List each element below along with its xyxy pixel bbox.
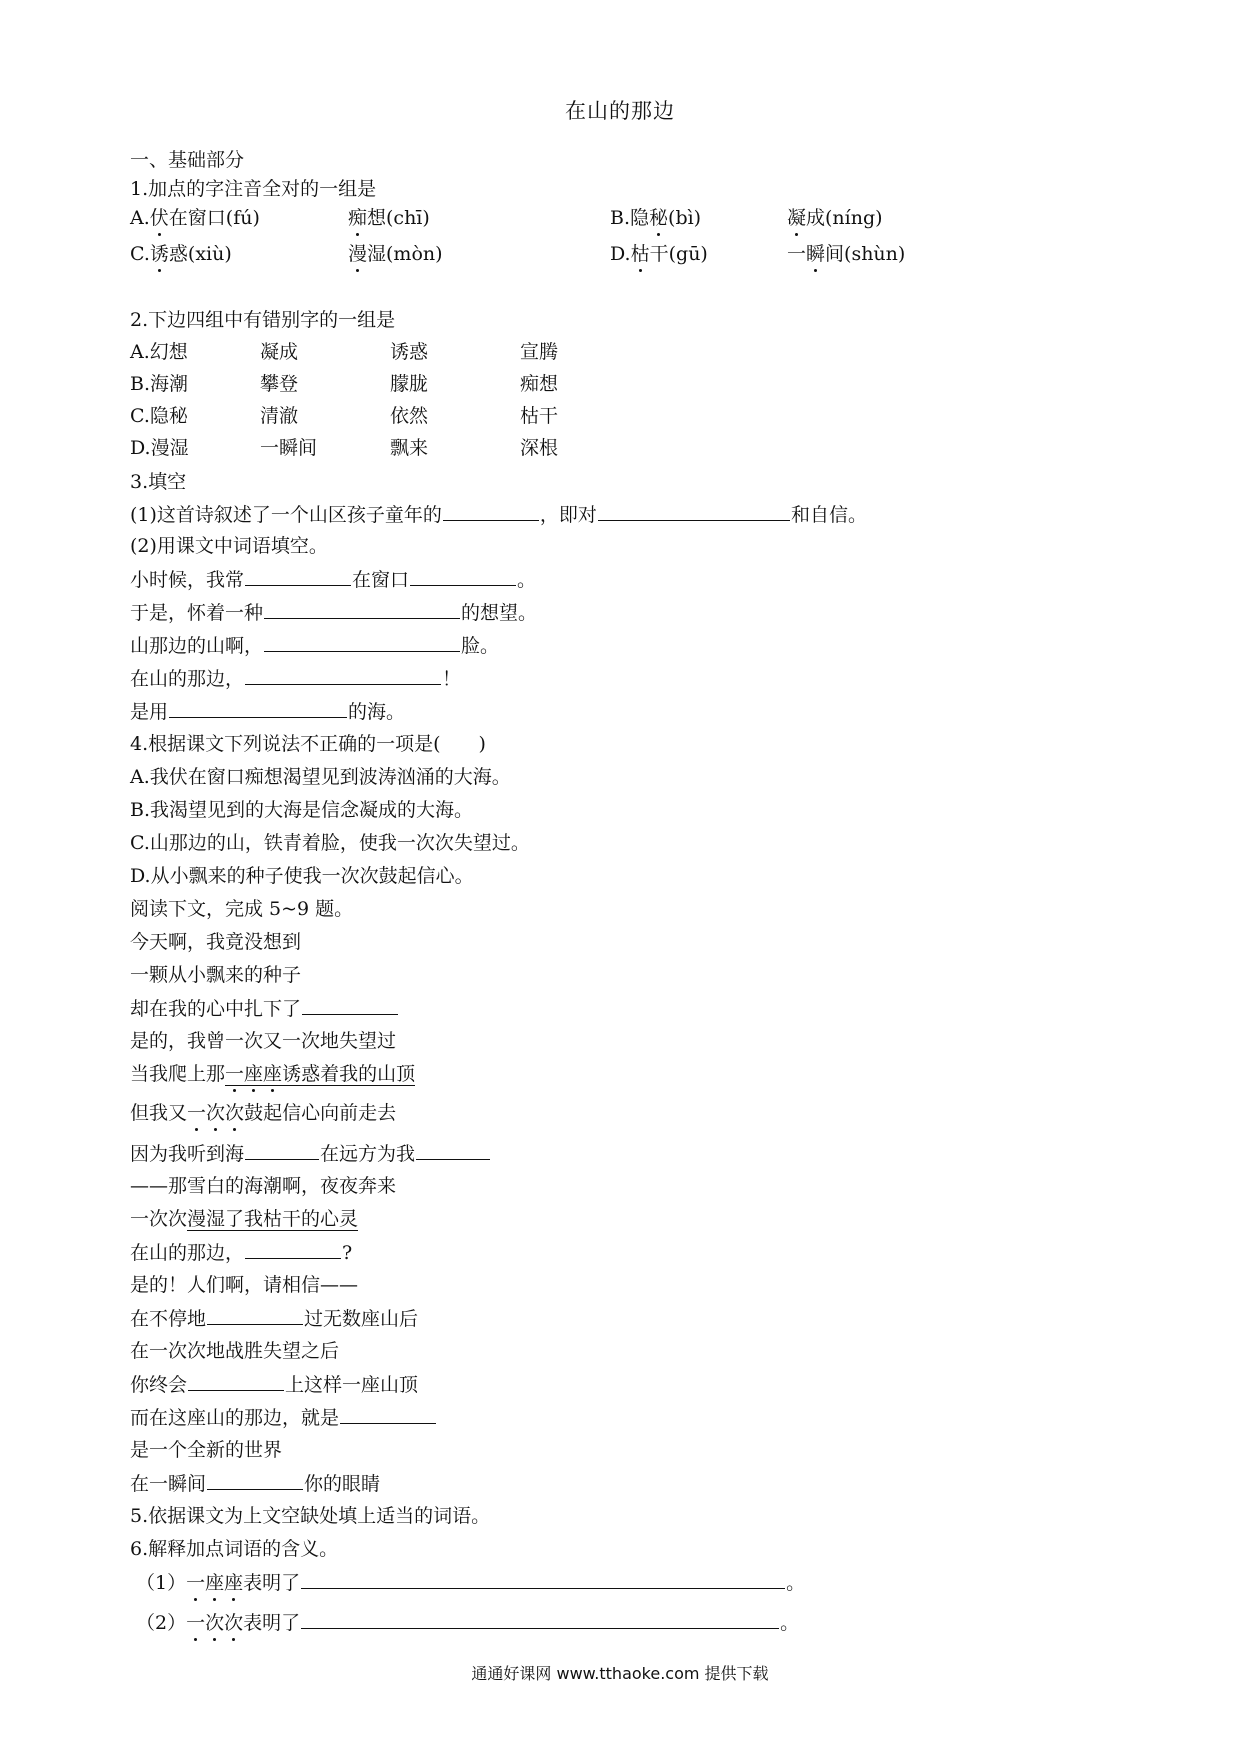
q1-option-d1: D.枯干(gū)	[610, 243, 708, 265]
q2-cell: 深根	[520, 437, 559, 459]
poem-line: 你终会 上这样一座山顶	[130, 1374, 419, 1396]
page-title: 在山的那边	[565, 99, 675, 123]
q2-cell: C.隐秘	[130, 405, 188, 427]
poem-line: 在不停地 过无数座山后	[130, 1308, 419, 1330]
q1-option-b1: B.隐秘(bì)	[610, 207, 702, 229]
poem-line: 在山的那边， ?	[130, 1242, 353, 1264]
q1-option-d2: 一瞬间(shùn)	[787, 243, 906, 265]
q4-option-a: A.我伏在窗口痴想渴望见到波涛汹涌的大海。	[130, 766, 511, 788]
poem-line: ——那雪白的海潮啊，夜夜奔来	[130, 1175, 397, 1197]
reading-intro: 阅读下文，完成 5~9 题。	[130, 898, 354, 920]
q5-stem: 5.依据课文为上文空缺处填上适当的词语。	[130, 1505, 491, 1527]
q1-stem: 1.加点的字注音全对的一组是	[130, 178, 377, 200]
q4-option-b: B.我渴望见到的大海是信念凝成的大海。	[130, 799, 474, 821]
q2-cell: 一瞬间	[260, 437, 318, 459]
poem-line: 当我爬上那一座座诱惑着我的山顶	[130, 1063, 416, 1085]
q3-fill-line: 于是，怀着一种 的想望。	[130, 602, 538, 624]
poem-line: 但我又一次次鼓起信心向前走去	[130, 1102, 397, 1124]
q2-cell: 飘来	[390, 437, 429, 459]
q3-stem: 3.填空	[130, 471, 187, 493]
q1-option-a2: 痴想(chī)	[348, 207, 430, 229]
q2-stem: 2.下边四组中有错别字的一组是	[130, 309, 396, 331]
page-footer: 通通好课网 www.tthaoke.com 提供下载	[471, 1664, 769, 1683]
q2-cell: 痴想	[520, 373, 559, 395]
q3-fill-line: 是用 的海。	[130, 701, 406, 723]
q2-cell: B.海潮	[130, 373, 189, 395]
q3-fill-line: 小时候，我常 在窗口 。	[130, 569, 537, 591]
q6-item-2: （2）一次次表明了 。	[136, 1612, 800, 1634]
poem-line: 在一次次地战胜失望之后	[130, 1340, 340, 1362]
poem-line: 是的，我曾一次又一次地失望过	[130, 1030, 397, 1052]
poem-line: 一颗从小飘来的种子	[130, 964, 302, 986]
poem-line: 一次次漫湿了我枯干的心灵	[130, 1208, 359, 1230]
q2-cell: 攀登	[260, 373, 299, 395]
section-heading: 一、基础部分	[130, 149, 245, 171]
q1-option-c1: C.诱惑(xiù)	[130, 243, 232, 265]
q2-cell: D.漫湿	[130, 437, 189, 459]
q2-cell: 朦胧	[390, 373, 429, 395]
poem-line: 是一个全新的世界	[130, 1439, 283, 1461]
poem-line: 在一瞬间 你的眼睛	[130, 1473, 381, 1495]
q2-cell: A.幻想	[130, 341, 188, 363]
q2-cell: 宣腾	[520, 341, 559, 363]
q2-cell: 枯干	[520, 405, 559, 427]
poem-line: 是的！人们啊，请相信——	[130, 1274, 359, 1296]
q4-option-c: C.山那边的山，铁青着脸，使我一次次失望过。	[130, 832, 530, 854]
q2-cell: 清澈	[260, 405, 299, 427]
q3-fill-line: 山那边的山啊， 脸。	[130, 635, 500, 657]
q1-option-b2: 凝成(níng)	[787, 207, 883, 229]
q2-cell: 凝成	[260, 341, 299, 363]
poem-line: 而在这座山的那边，就是	[130, 1405, 437, 1430]
q2-cell: 诱惑	[390, 341, 429, 363]
q2-cell: 依然	[390, 405, 429, 427]
q4-option-d: D.从小飘来的种子使我一次次鼓起信心。	[130, 865, 474, 887]
poem-line: 今天啊，我竟没想到	[130, 931, 302, 953]
q3-part2: (2)用课文中词语填空。	[130, 535, 328, 557]
q6-item-1: （1）一座座表明了 。	[136, 1572, 806, 1594]
q6-stem: 6.解释加点词语的含义。	[130, 1538, 339, 1560]
poem-line: 却在我的心中扎下了	[130, 996, 399, 1021]
q3-fill-line: 在山的那边， ！	[130, 668, 462, 690]
q1-option-c2: 漫湿(mòn)	[348, 243, 443, 265]
q4-stem: 4.根据课文下列说法不正确的一项是( )	[130, 733, 486, 755]
q1-option-a1: A.伏在窗口(fú)	[130, 207, 260, 229]
q3-part1: (1)这首诗叙述了一个山区孩子童年的 ，即对 和自信。	[130, 504, 867, 526]
poem-line: 因为我听到海 在远方为我	[130, 1141, 491, 1166]
